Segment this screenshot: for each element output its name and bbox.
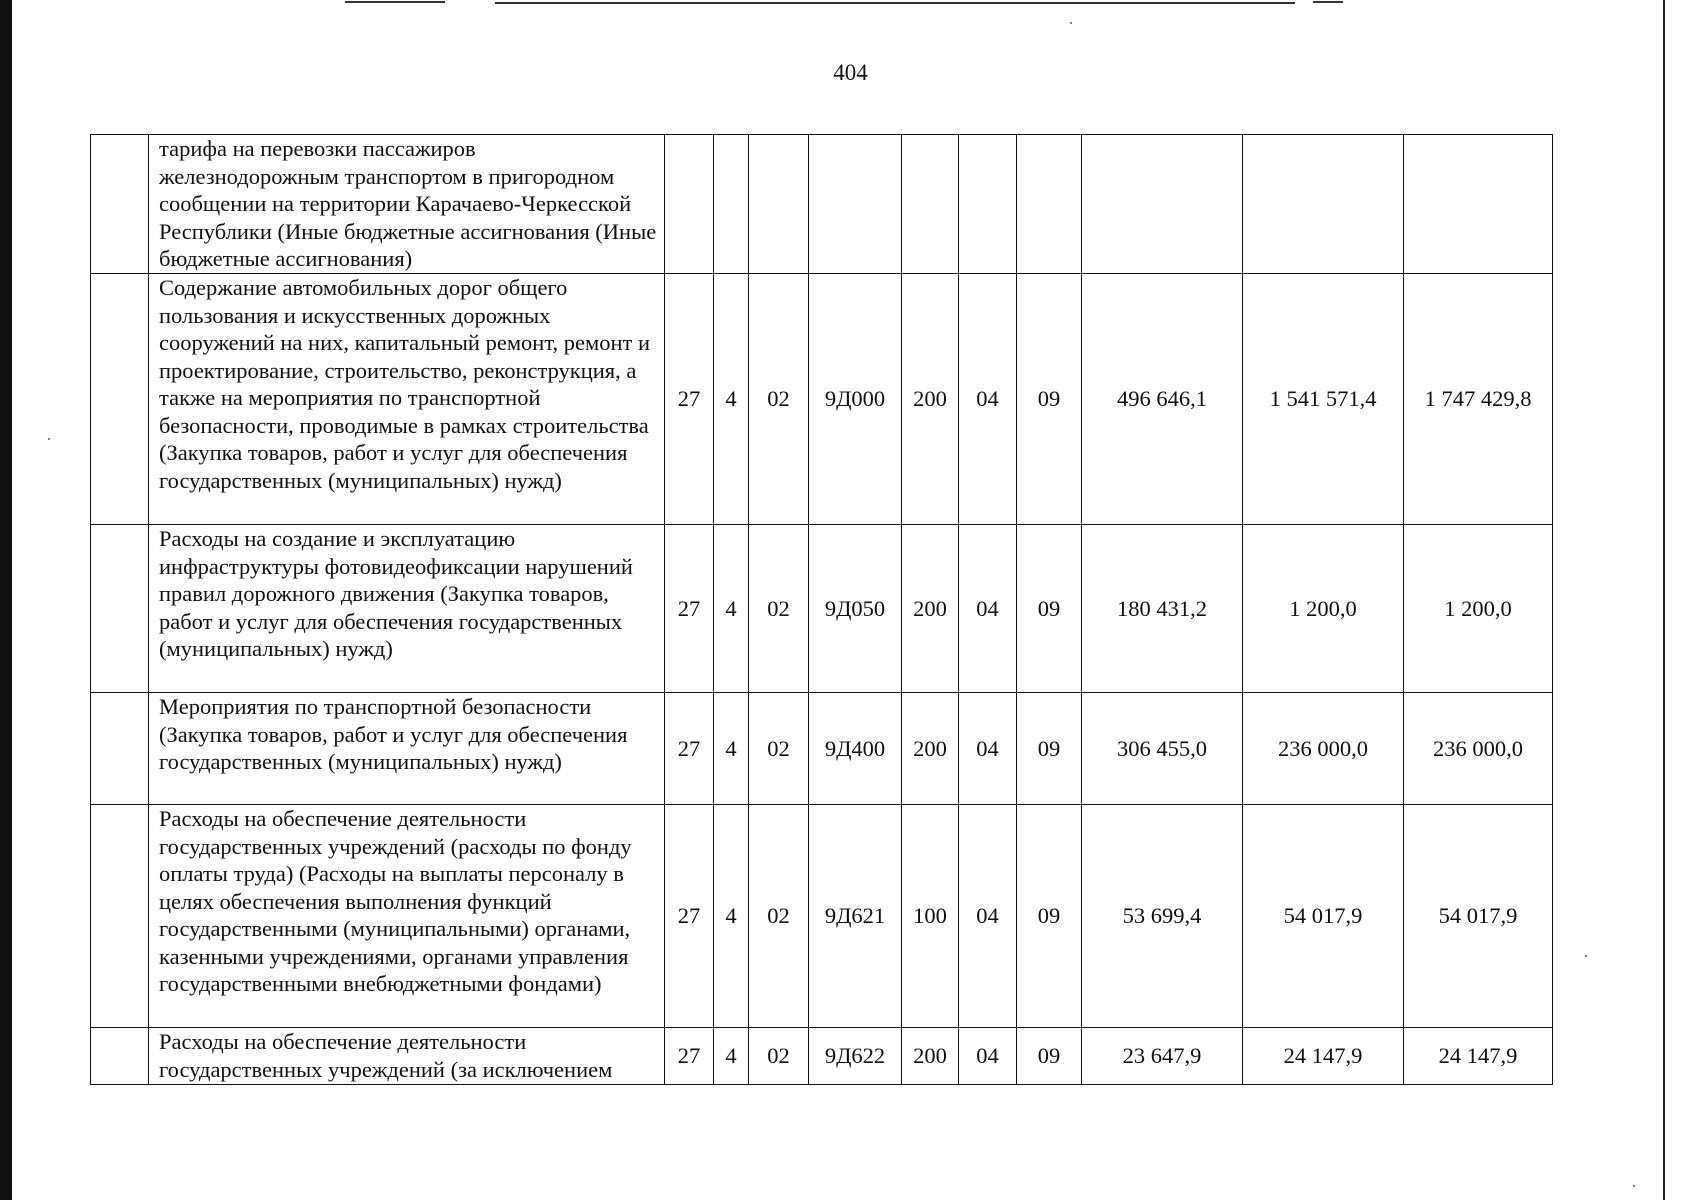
description-cell: тарифа на перевозки пассажиров железнодорожным транспортом в пригородном сообщении на территории Карачаево-Черкесской Республики (Иные бюджетные ассигнования (Иные бюджетные ассигнования) (149, 135, 665, 274)
code-cell: 09 (1017, 274, 1082, 525)
top-rule-segment (345, 1, 445, 3)
amount-cell: 1 541 571,4 (1243, 274, 1404, 525)
amount-cell: 1 747 429,8 (1404, 274, 1553, 525)
row-number-cell (91, 274, 149, 525)
amount-cell (1404, 135, 1553, 274)
amount-cell (1243, 135, 1404, 274)
page-number: 404 (833, 60, 868, 85)
code-cell: 27 (665, 525, 714, 693)
table-row (91, 525, 1553, 693)
scan-speck (1633, 1185, 1635, 1187)
code-cell: 04 (959, 1028, 1017, 1085)
row-number-cell (91, 525, 149, 693)
code-cell: 9Д622 (809, 1028, 902, 1085)
code-cell (902, 135, 959, 274)
code-cell: 200 (902, 525, 959, 693)
code-cell: 02 (749, 525, 809, 693)
amount-cell: 306 455,0 (1082, 693, 1243, 805)
code-cell: 9Д621 (809, 805, 902, 1028)
code-cell: 04 (959, 525, 1017, 693)
code-cell: 4 (714, 693, 749, 805)
code-cell: 9Д050 (809, 525, 902, 693)
code-cell: 9Д000 (809, 274, 902, 525)
code-cell: 02 (749, 693, 809, 805)
code-cell: 09 (1017, 693, 1082, 805)
code-cell: 09 (1017, 1028, 1082, 1085)
code-cell: 4 (714, 805, 749, 1028)
code-cell: 200 (902, 274, 959, 525)
row-number-cell (91, 693, 149, 805)
table-row (91, 693, 1553, 805)
amount-cell: 236 000,0 (1404, 693, 1553, 805)
code-cell: 27 (665, 274, 714, 525)
table-row (91, 1028, 1553, 1085)
code-cell: 9Д400 (809, 693, 902, 805)
code-cell: 09 (1017, 805, 1082, 1028)
description-cell: Мероприятия по транспортной безопасности (Закупка товаров, работ и услуг для обеспечения государственных (муниципальных) нужд) (149, 693, 665, 805)
table-row (91, 274, 1553, 525)
amount-cell (1082, 135, 1243, 274)
code-cell: 02 (749, 1028, 809, 1085)
amount-cell: 1 200,0 (1243, 525, 1404, 693)
scan-right-edge (1663, 0, 1665, 1200)
code-cell: 27 (665, 805, 714, 1028)
code-cell: 04 (959, 274, 1017, 525)
code-cell: 100 (902, 805, 959, 1028)
row-number-cell (91, 805, 149, 1028)
top-rule-segment (1313, 1, 1343, 3)
scan-speck (48, 438, 50, 440)
row-number-cell (91, 1028, 149, 1085)
code-cell (1017, 135, 1082, 274)
code-cell: 4 (714, 1028, 749, 1085)
description-cell: Содержание автомобильных дорог общего пользования и искусственных дорожных сооружений на них, капитальный ремонт, ремонт и проектирование, строительство, реконструкция, а также на мероприятия по транспортной безопасности, проводимые в рамках строительства (Закупка товаров, работ и услуг для обеспечения государственных (муниципальных) нужд) (149, 274, 665, 525)
amount-cell: 54 017,9 (1243, 805, 1404, 1028)
table-row (91, 805, 1553, 1028)
code-cell: 04 (959, 805, 1017, 1028)
code-cell (749, 135, 809, 274)
description-cell: Расходы на обеспечение деятельности государственных учреждений (расходы по фонду оплаты труда) (Расходы на выплаты персоналу в целях обеспечения выполнения функций государственными (муниципальными) органами, казенными учреждениями, органами управления государственными внебюджетными фондами) (149, 805, 665, 1028)
amount-cell: 496 646,1 (1082, 274, 1243, 525)
code-cell (809, 135, 902, 274)
code-cell: 09 (1017, 525, 1082, 693)
amount-cell: 24 147,9 (1404, 1028, 1553, 1085)
amount-cell: 1 200,0 (1404, 525, 1553, 693)
code-cell: 27 (665, 1028, 714, 1085)
code-cell (959, 135, 1017, 274)
code-cell: 4 (714, 525, 749, 693)
scan-speck (1070, 22, 1072, 24)
row-number-cell (91, 135, 149, 274)
code-cell: 04 (959, 693, 1017, 805)
description-cell: Расходы на создание и эксплуатацию инфраструктуры фотовидеофиксации нарушений правил дорожного движения (Закупка товаров, работ и услуг для обеспечения государственных (муниципальных) нужд) (149, 525, 665, 693)
top-rule-segment (495, 2, 1295, 4)
code-cell: 200 (902, 1028, 959, 1085)
code-cell: 27 (665, 693, 714, 805)
amount-cell: 54 017,9 (1404, 805, 1553, 1028)
code-cell: 4 (714, 274, 749, 525)
amount-cell: 24 147,9 (1243, 1028, 1404, 1085)
amount-cell: 53 699,4 (1082, 805, 1243, 1028)
code-cell: 02 (749, 274, 809, 525)
budget-table (90, 134, 1553, 1085)
code-cell: 200 (902, 693, 959, 805)
amount-cell: 23 647,9 (1082, 1028, 1243, 1085)
code-cell: 02 (749, 805, 809, 1028)
code-cell (665, 135, 714, 274)
scan-speck (1585, 955, 1587, 957)
code-cell (714, 135, 749, 274)
description-cell: Расходы на обеспечение деятельности государственных учреждений (за исключением (149, 1028, 665, 1085)
scan-left-edge (0, 0, 12, 1200)
amount-cell: 236 000,0 (1243, 693, 1404, 805)
amount-cell: 180 431,2 (1082, 525, 1243, 693)
table-row (91, 135, 1553, 274)
